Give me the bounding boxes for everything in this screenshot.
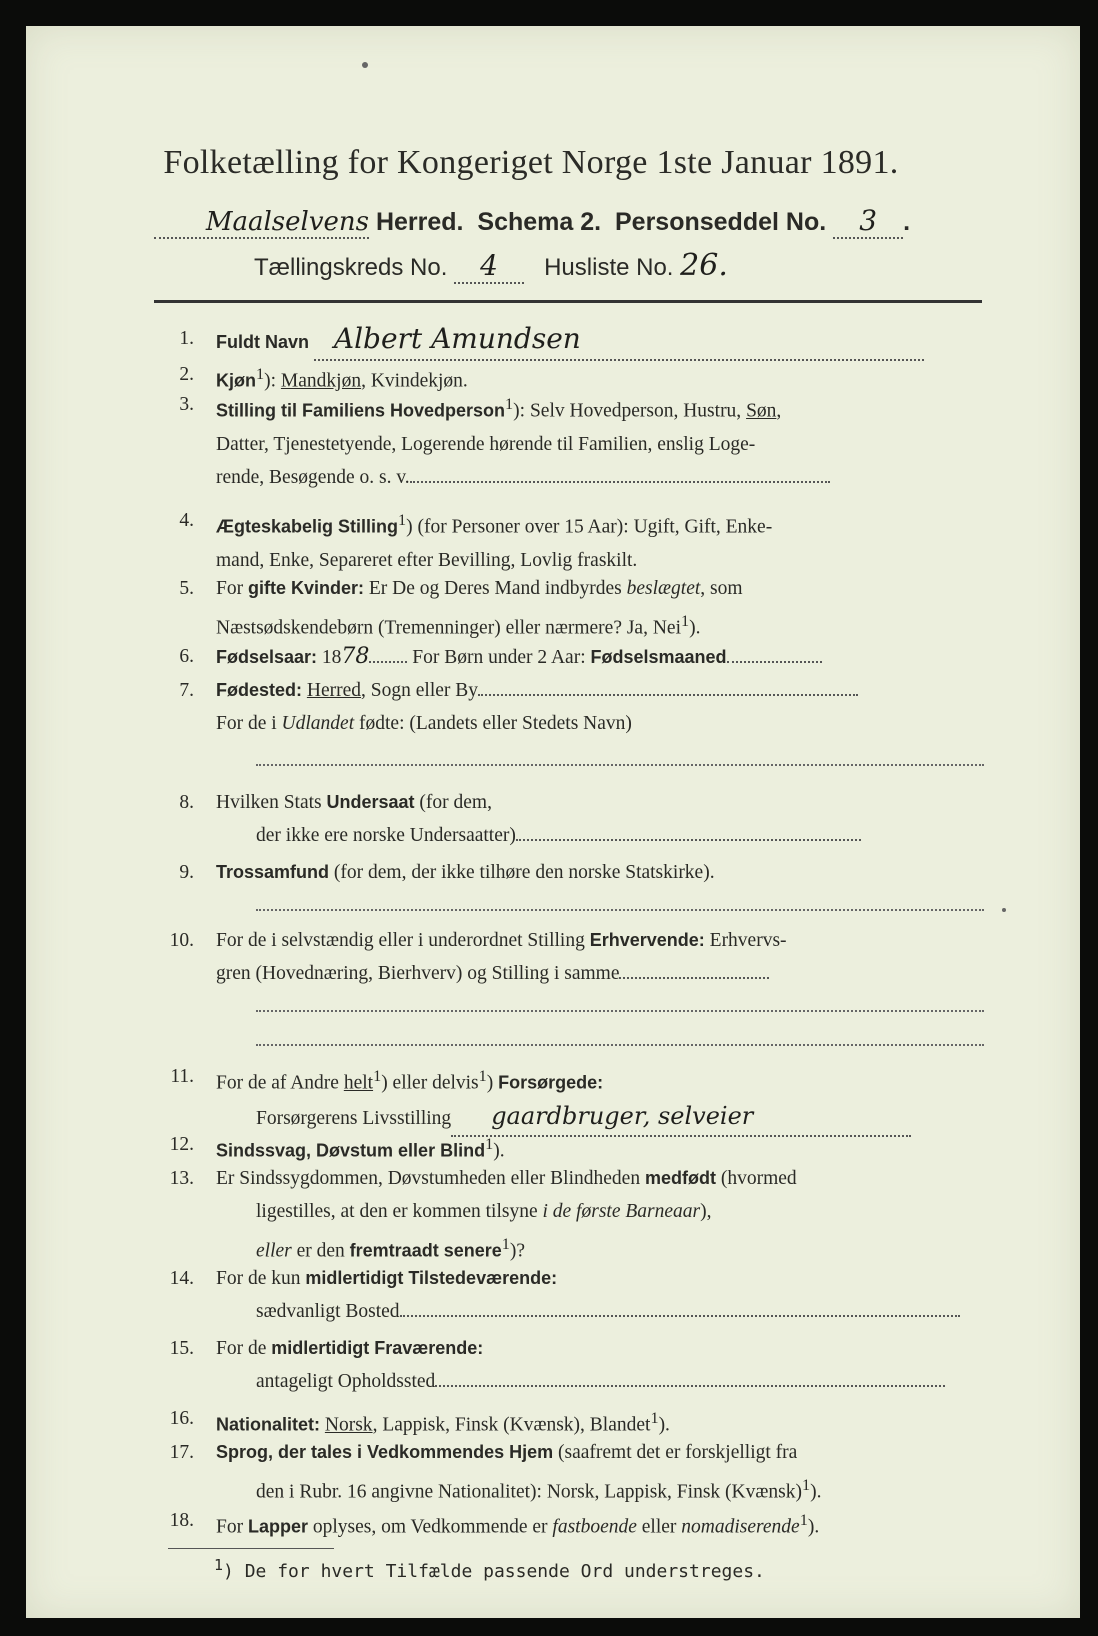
personseddel-label: Personseddel No. xyxy=(615,208,827,236)
personseddel-value: 3 xyxy=(859,204,878,237)
selected-nationality: Norsk xyxy=(324,1414,373,1436)
footnote-rule xyxy=(168,1548,334,1549)
top-mark xyxy=(362,62,368,68)
full-name-value: Albert Amundsen xyxy=(333,322,581,355)
selected-sex: Mandkjøn xyxy=(280,370,362,392)
birth-year-value: 78 xyxy=(341,644,370,669)
footnote: $^1$) De for hvert Tilfælde passende Ord understreges. xyxy=(214,1556,765,1582)
selected-birthplace: Herred xyxy=(306,680,362,701)
form-title: Folketælling for Kongeriget Norge 1ste Januar 1891. xyxy=(163,144,899,181)
margin-mark xyxy=(1002,908,1006,912)
item-label: Fuldt Navn xyxy=(216,332,309,352)
kreds-line xyxy=(254,248,954,284)
schema-label: Schema 2. xyxy=(477,208,602,236)
herred-line: Maalselvens Herred. Schema 2. Personseddel No. 3 . xyxy=(154,204,974,239)
header-rule xyxy=(154,300,982,303)
provider-occupation-value: gaardbruger, selveier xyxy=(491,1101,754,1130)
husliste-value: 26. xyxy=(680,248,728,283)
kreds-value: 4 xyxy=(480,249,498,282)
item-number: 1. xyxy=(179,328,194,349)
selected-position: Søn xyxy=(746,400,777,422)
kreds-label: Tællingskreds No. xyxy=(254,254,448,281)
herred-value: Maalselvens xyxy=(205,207,369,237)
census-form: Folketælling for Kongeriget Norge 1ste Januar 1891. Maalselvens Herred. Schema 2. Personseddel No. 3 . Tællingskreds No. 4 Husliste No. 26. 1. Fuldt Navn Albert Amundsen 2. Kjøn$^1$): Mandkjøn, Kvindekjøn. 3. Stilling til Familiens Hovedperson$^1$): Selv Hovedperson, Hustru, Søn, Datter, Tjenestetyende, Logerende hørende til Familien, enslig Loge- rende, Besøgende o. s. v. 4. Ægteskabelig Stilling$^1$) (for Personer over 15 Aar): Ugift, Gift, Enke- mand, Enke, Separeret efter Bevilling, Lovlig fraskilt. 5. For gifte Kvinder: Er De og Deres Mand indbyrdes beslægtet, som Næstsødskendebørn (Tremenninger) eller nærmere? Ja, Nei$^1$). 6. Fødselsaar: 1878 For Børn under 2 Aar: Fødselsmaaned 7. Fødested: Herred, Sogn eller By For de i Udlandet fødte: (Landets eller Stedets Navn) 8. Hvilken Stats Undersaat (for dem, der ikke ere norske Undersaatter) 9. Trossamfund (for dem, der ikke tilhøre den norske Statskirke). 10. For de i selvstændig eller i underordnet Stilling Erhvervende: Erhvervs- gren (Hovednæring, Bierhverv) og Stilling i samme 11. For de af Andre helt$^1$) eller delvis$^1$) Forsørgede: Forsørgerens Livsstilling gaardbruger, selveier 12. Sindssvag, Døvstum eller Blind$^1$). 13. Er Sindssygdommen, Døvstumheden eller Blindheden medfødt (hvormed ligestilles, at den er kommen tilsyne i de første Barneaar), eller er den fremtraadt senere$^1$)? 14. For de kun midlertidigt Tilstedeværende: sædvanligt Bosted 15. For de midlertidigt Fraværende: antageligt Opholdssted 16. Nationalitet: Norsk, Lappisk, Finsk (Kvænsk), Blandet$^1$). 17. Sprog, der tales i Vedkommendes Hjem (saafremt det er forskjelligt fra den i Rubr. 16 angivne Nationalitet): Norsk, Lappisk, Finsk (Kvænsk)$^1$). 18. For Lapper oplyses, om Vedkommende er fastboende eller nomadiserende$^1$). $^1$) De for hvert Tilfælde passende Ord understreges. xyxy=(26,26,1080,1618)
husliste-label: Husliste No. xyxy=(544,254,674,281)
herred-label: Herred. xyxy=(375,208,464,236)
